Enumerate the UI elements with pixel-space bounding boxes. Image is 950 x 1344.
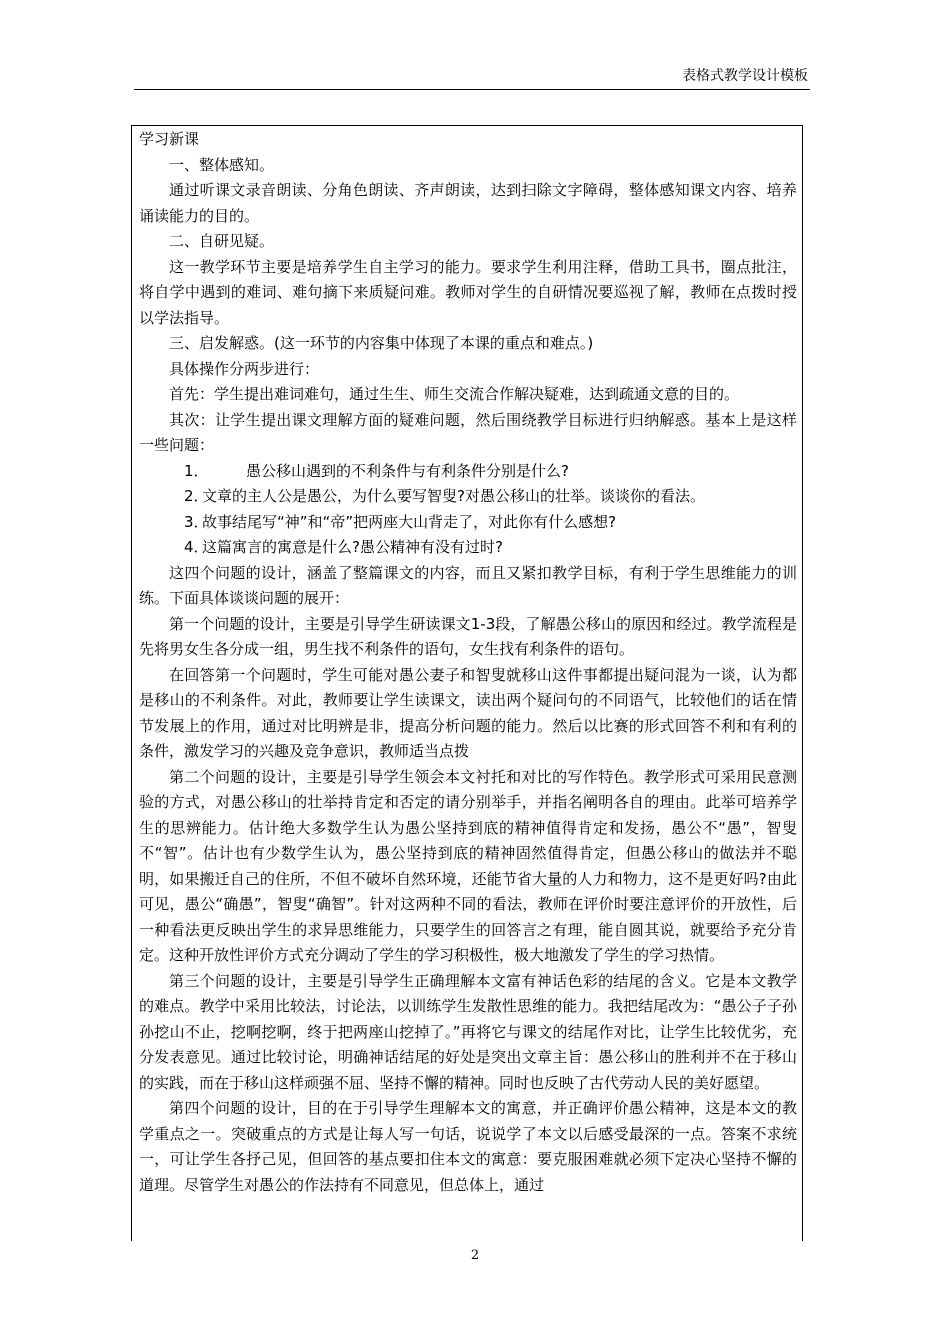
- question-number: 3．: [184, 512, 209, 531]
- section-title: 学习新课: [139, 130, 200, 148]
- question-text: 这篇寓言的寓意是什么?愚公精神有没有过时?: [202, 538, 503, 556]
- analysis-paragraph: 第二个问题的设计，主要是引导学生领会本文衬托和对比的写作特色。教学形式可采用民意测验的方式，对愚公移山的壮举持肯定和否定的请分别举手，并指名阐明各自的理由。此举可培养学生的思辨能力。估计绝大多数学生认为愚公坚持到底的精神值得肯定和发扬，愚公不“愚”，智叟不“智”。估计也有少数学生认为，愚公坚持到底的精神固然值得肯定，但愚公移山的做法并不聪明，如果搬迁自己的住所，不但不破坏自然环境，还能节省大量的人力和物力，这不是更好吗?由此可见，愚公“确愚”，智叟“确智”。针对这两种不同的看法，教师在评价时要注意评价的开放性，后一种看法更反映出学生的求异思维能力，只要学生的回答言之有理，能自圆其说，就要给予充分肯定。这种开放性评价方式充分调动了学生的学习积极性，极大地激发了学生的学习热情。: [139, 767, 797, 964]
- page-number: 2: [470, 1248, 480, 1263]
- question-text: 愚公移山遇到的不利条件与有利条件分别是什么?: [246, 461, 569, 480]
- question-item: [139, 535, 797, 561]
- paragraph: 这一教学环节主要是培养学生自主学习的能力。要求学生利用注释，借助工具书，圈点批注，将自学中遇到的难词、难句摘下来质疑问难。教师对学生的自研情况要巡视了解，教师在点拨时授以学法指导。: [139, 257, 797, 327]
- paragraph: 通过听课文录音朗读、分角色朗读、齐声朗读，达到扫除文字障碍，整体感知课文内容、培养诵读能力的目的。: [139, 181, 797, 225]
- question-text: 故事结尾写“神”和“帝”把两座大山背走了，对此你有什么感想?: [202, 512, 617, 531]
- paragraph: 首先：学生提出难词难句，通过生生、师生交流合作解决疑难，达到疏通文意的目的。: [169, 385, 740, 403]
- question-text: 文章的主人公是愚公，为什么要写智叟?对愚公移山的壮举。谈谈你的看法。: [202, 487, 705, 505]
- header-divider: [134, 89, 810, 90]
- question-item: [139, 459, 797, 485]
- question-item: [139, 510, 797, 536]
- analysis-paragraph: 这四个问题的设计，涵盖了整篇课文的内容，而且又紧扣教学目标，有利于学生思维能力的训练。下面具体谈谈问题的展开：: [139, 563, 797, 607]
- paragraph: 二、自研见疑。: [169, 232, 275, 250]
- lesson-content: [132, 126, 802, 1198]
- question-item: [139, 484, 797, 510]
- paragraph: 三、启发解惑。(这一环节的内容集中体现了本课的重点和难点。): [169, 334, 594, 352]
- analysis-paragraph: 第一个问题的设计，主要是引导学生研读课文1-3段，了解愚公移山的原因和经过。教学流程是先将男女生各分成一组，男生找不利条件的语句，女生找有利条件的语句。: [139, 614, 797, 658]
- analysis-paragraph: 第四个问题的设计，目的在于引导学生理解本文的寓意，并正确评价愚公精神，这是本文的教学重点之一。突破重点的方式是让每人写一句话，说说学了本文以后感受最深的一点。答案不求统一，可让学生各抒己见，但回答的基点要扣住本文的寓意：要克服困难就必须下定决心坚持不懈的道理。尽管学生对愚公的作法持有不同意见，但总体上，通过: [139, 1099, 797, 1194]
- question-number: 1．: [184, 461, 209, 480]
- analysis-paragraph: 第三个问题的设计，主要是引导学生正确理解本文富有神话色彩的结尾的含义。它是本文教学的难点。教学中采用比较法，讨论法，以训练学生发散性思维的能力。我把结尾改为：“愚公子子孙孙挖山不止，挖啊挖啊，终于把两座山挖掉了。”再将它与课文的结尾作对比，让学生比较优劣，充分发表意见。通过比较讨论，明确神话结尾的好处是突出文章主旨：愚公移山的胜利并不在于移山的实践，而在于移山这样顽强不屈、坚持不懈的精神。同时也反映了古代劳动人民的美好愿望。: [139, 971, 797, 1092]
- question-number: 4．: [184, 538, 209, 556]
- paragraph: 其次：让学生提出课文理解方面的疑难问题，然后围绕教学目标进行归纳解惑。基本上是这样一些问题：: [139, 410, 797, 454]
- question-number: 2．: [184, 487, 209, 505]
- analysis-paragraph: 在回答第一个问题时，学生可能对愚公妻子和智叟就移山这件事都提出疑问混为一谈，认为都是移山的不利条件。对此，教师要让学生读课文，读出两个疑问句的不同语气，比较他们的话在情节发展上的作用，通过对比明辨是非，提高分析问题的能力。然后以比赛的形式回答不利和有利的条件，激发学习的兴趣及竞争意识，教师适当点拨: [139, 665, 797, 760]
- lesson-table-cell: [131, 125, 803, 1241]
- document-header-title: 表格式教学设计模板: [682, 68, 808, 84]
- paragraph: 具体操作分两步进行：: [169, 359, 320, 378]
- paragraph: 一、整体感知。: [169, 155, 275, 174]
